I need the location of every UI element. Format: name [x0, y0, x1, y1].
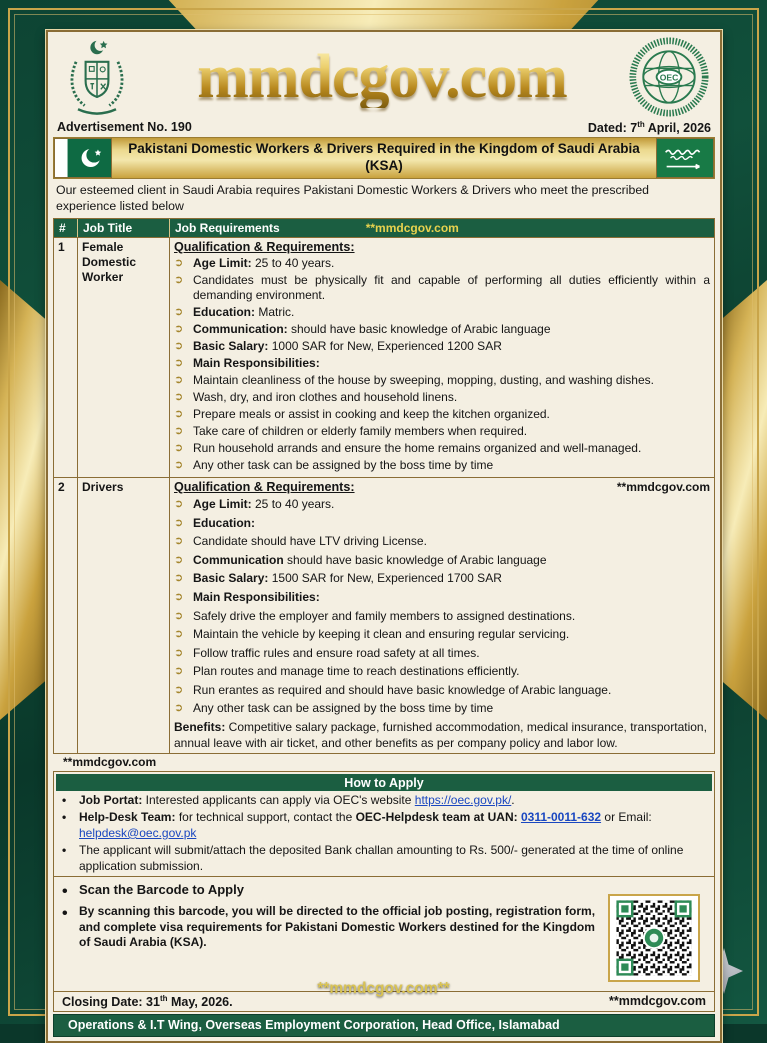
requirements-list — [174, 256, 710, 474]
list-item — [62, 882, 600, 903]
arrow-bullet-icon: ➲ — [174, 458, 184, 471]
helpdesk-email-link[interactable]: helpdesk@oec.gov.pk — [79, 825, 197, 840]
list-item: ➲ Follow traffic rules and ensure road safety at all times. — [174, 645, 480, 660]
list-item: ➲ Plan routes and manage time to reach destinations efficiently. — [174, 664, 520, 679]
pakistan-flag-icon — [54, 138, 112, 178]
list-item: ➲ Communication: should have basic knowledge of Arabic language — [174, 322, 551, 336]
arrow-bullet-icon: ➲ — [174, 702, 184, 715]
list-item: ➲ Communication should have basic knowledge of Arabic language — [174, 552, 547, 567]
list-item: ➲ Take care of children or elderly family members when required. — [174, 423, 528, 438]
svg-text:OEC: OEC — [659, 72, 679, 83]
arrow-bullet-icon: ➲ — [174, 590, 184, 603]
list-item: ➲ Age Limit: 25 to 40 years. — [174, 255, 335, 270]
how-to-apply-section — [53, 771, 715, 992]
row-number: 2 — [54, 478, 78, 753]
oec-website-link[interactable]: https://oec.gov.pk/ — [414, 793, 512, 808]
uan-phone-link[interactable]: 0311-0011-632 — [520, 810, 602, 825]
list-item: ➲ Any other task can be assigned by the boss time by time — [174, 701, 494, 716]
list-item: • The applicant will submit/attach the deposited Bank challan amounting to Rs. 500/- generated at the time of online application submission. — [62, 842, 684, 873]
advertisement-date: Dated: 7th April, 2026 — [587, 120, 711, 136]
arrow-bullet-icon: ➲ — [174, 373, 184, 386]
bottom-watermark: **mmdcgov.com** — [317, 980, 450, 997]
benefits-paragraph: Benefits: Competitive salary package, furnished accommodation, medical insurance, transportation, annual leave with air ticket, and other benefits as per company policy and labor low. — [174, 719, 707, 750]
pakistan-emblem-icon — [59, 37, 135, 117]
dot-bullet-icon: • — [62, 842, 67, 857]
arrow-bullet-icon: ➲ — [174, 572, 184, 585]
list-item: ➲ Maintain the vehicle by keeping it clean and ensuring regular servicing. — [174, 627, 570, 642]
list-item: ➲ Education: Matric. — [174, 305, 295, 320]
arrow-bullet-icon: ➲ — [174, 628, 184, 641]
arrow-bullet-icon: ➲ — [174, 553, 184, 566]
gold-edge-left — [0, 280, 46, 720]
flyer-document — [46, 30, 722, 1043]
list-item: ➲ Any other task can be assigned by the boss time by time — [174, 457, 494, 472]
list-item: • Help-Desk Team: for technical support, contact the OEC-Helpdesk team at UAN: 0311-0011-632 or Email: helpdesk@oec.gov.pk — [62, 810, 652, 840]
list-item: ➲ Candidates must be physically fit and capable of performing all duties efficiently within a demanding environment. — [174, 272, 710, 303]
row-watermark: **mmdcgov.com — [616, 479, 710, 494]
site-title: mmdcgov.com — [197, 43, 567, 111]
arrow-bullet-icon: ➲ — [174, 256, 184, 269]
arrow-bullet-icon: ➲ — [174, 356, 184, 369]
job-title-cell: Drivers — [78, 478, 170, 753]
list-item: ➲ Education: — [174, 515, 255, 530]
arrow-bullet-icon: ➲ — [174, 646, 184, 659]
requirements-list — [174, 497, 710, 717]
arrow-bullet-icon: ➲ — [174, 665, 184, 678]
arrow-bullet-icon: ➲ — [174, 407, 184, 420]
scan-barcode-text: By scanning this barcode, you will be directed to the official job posting, registration form, and complete visa requirements for Pakistani Domestic Workers destined for the Kingdom of Saudi Arabia (KSA). — [79, 903, 596, 950]
arrow-bullet-icon: ➲ — [174, 609, 184, 622]
list-item: ➲ Run household arrands and ensure the home remains organized and well-managed. — [174, 440, 642, 455]
banner-title: Pakistani Domestic Workers & Drivers Required in the Kingdom of Saudi Arabia (KSA) — [128, 141, 640, 174]
arrow-bullet-icon: ➲ — [174, 323, 184, 335]
how-to-apply-title: How to Apply — [56, 774, 712, 791]
organization-footer: Operations & I.T Wing, Overseas Employment Corporation, Head Office, Islamabad — [53, 1014, 715, 1037]
arrow-bullet-icon: ➲ — [174, 339, 184, 352]
col-header-num: # — [54, 219, 78, 237]
apply-instructions-list — [54, 793, 714, 874]
closing-watermark: **mmdcgov.com — [608, 994, 706, 1009]
dot-bullet-icon: • — [62, 882, 68, 900]
list-item: ➲ Main Responsibilities: — [174, 355, 320, 370]
below-table-watermark: **mmdcgov.com — [63, 755, 157, 770]
gold-edge-right — [721, 280, 767, 720]
divider — [54, 876, 714, 877]
advertisement-meta-row — [53, 119, 715, 137]
dot-bullet-icon: • — [62, 793, 67, 808]
list-item: ➲ Basic Salary: 1500 SAR for New, Experienced 1700 SAR — [174, 571, 502, 586]
arrow-bullet-icon: ➲ — [174, 535, 184, 548]
title-banner — [53, 137, 715, 179]
list-item: • Job Portat: Interested applicants can apply via OEC's website https://oec.gov.pk/. — [62, 793, 515, 808]
job-requirements-cell — [170, 478, 714, 753]
arrow-bullet-icon: ➲ — [174, 441, 184, 454]
advertisement-number: Advertisement No. 190 — [57, 120, 192, 134]
list-item: ➲ Maintain cleanliness of the house by sweeping, mopping, dusting, and washing dishes. — [174, 372, 654, 387]
closing-date: Closing Date: 31th May, 2026. — [62, 994, 233, 1010]
col-header-job-title: Job Title — [78, 219, 170, 237]
jobs-table — [53, 218, 715, 754]
col-header-requirements: Job Requirements **mmdcgov.com — [175, 221, 459, 236]
table-row — [54, 237, 714, 477]
list-item: ➲ Wash, dry, and iron clothes and household linens. — [174, 389, 458, 404]
arrow-bullet-icon: ➲ — [174, 273, 184, 286]
dot-bullet-icon: • — [62, 904, 68, 922]
section-heading: Qualification & Requirements: — [174, 240, 355, 255]
job-title-cell: Female Domestic Worker — [78, 238, 170, 477]
row-number: 1 — [54, 238, 78, 477]
saudi-flag-icon — [656, 138, 714, 178]
intro-paragraph: Our esteemed client in Saudi Arabia requires Pakistani Domestic Workers & Drivers who meet the prescribed experience listed below — [56, 183, 650, 214]
list-item: ➲ Age Limit: 25 to 40 years. — [174, 497, 335, 512]
scan-barcode-heading: Scan the Barcode to Apply — [79, 881, 244, 897]
section-heading: Qualification & Requirements: — [174, 479, 355, 494]
list-item — [62, 904, 600, 951]
list-item: ➲ Candidate should have LTV driving License. — [174, 534, 427, 549]
list-item: ➲ Prepare meals or assist in cooking and keep the kitchen organized. — [174, 406, 550, 421]
header-watermark: **mmdcgov.com — [365, 221, 459, 236]
arrow-bullet-icon: ➲ — [174, 424, 184, 437]
barcode-section — [54, 879, 714, 991]
list-item: ➲ Main Responsibilities: — [174, 589, 320, 604]
arrow-bullet-icon: ➲ — [174, 498, 184, 511]
arrow-bullet-icon: ➲ — [174, 516, 184, 529]
oec-logo-icon — [629, 37, 709, 117]
list-item: ➲ Run erantes as required and should have basic knowledge of Arabic language. — [174, 682, 612, 697]
document-header — [53, 32, 715, 119]
list-item: ➲ Basic Salary: 1000 SAR for New, Experienced 1200 SAR — [174, 338, 502, 353]
qr-code[interactable] — [608, 894, 700, 982]
arrow-bullet-icon: ➲ — [174, 306, 184, 319]
dot-bullet-icon: • — [62, 810, 67, 825]
table-header-row — [54, 219, 714, 237]
table-row — [54, 477, 714, 753]
job-requirements-cell — [170, 238, 714, 477]
list-item: ➲ Safely drive the employer and family members to assigned destinations. — [174, 608, 576, 623]
arrow-bullet-icon: ➲ — [174, 683, 184, 696]
arrow-bullet-icon: ➲ — [174, 390, 184, 403]
